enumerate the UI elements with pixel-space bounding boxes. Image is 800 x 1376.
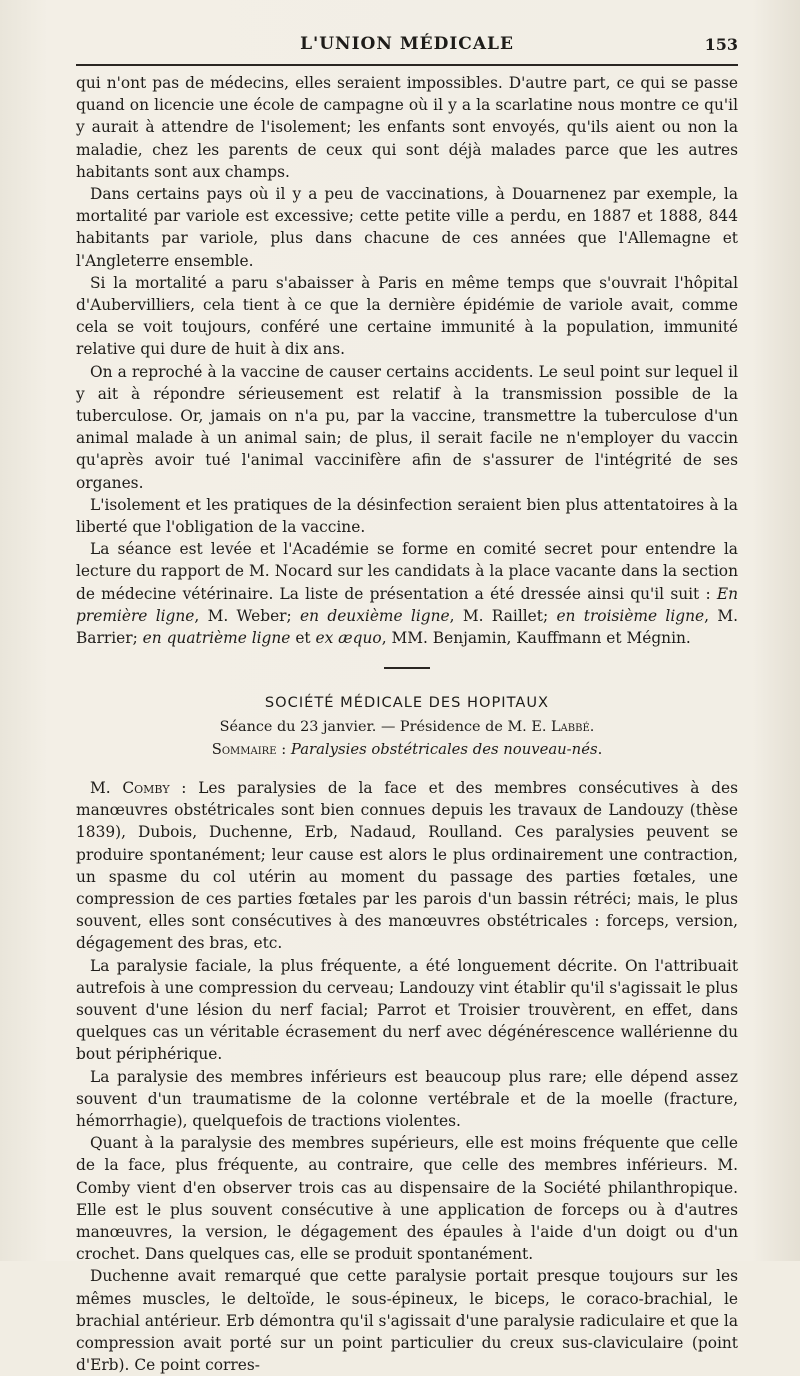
first-line-label: En première ligne (76, 584, 738, 625)
section-divider (384, 667, 430, 669)
academy-paragraph (76, 538, 738, 649)
header-rule (76, 64, 738, 66)
page-header (76, 30, 738, 62)
summary-label: Sommaire (211, 740, 277, 758)
summary-line (76, 739, 738, 761)
summary-separator: : (276, 740, 291, 758)
paragraph: Si la mortalité a paru s'abaisser à Paris en même temps que s'ouvrait l'hôpital d'Aubervilliers, cela tient à ce que la dernière épidémie de variole avait, comme cela se voit toujours, conféré une certaine immunité à la population, immunité relative qui dure de huit à dix ans. (76, 273, 738, 359)
second-line-label: en deuxième ligne (300, 606, 450, 625)
summary-title: Paralysies obstétricales des nouveau-nés (290, 740, 598, 758)
article-body (76, 72, 738, 1376)
ex-aequo: ex æquo (315, 629, 382, 648)
paragraph: L'isolement et les pratiques de la désinfection seraient bien plus attentatoires à la liberté que l'obligation de la vaccine. (76, 495, 738, 537)
comby-paragraph (76, 777, 738, 955)
text-run: , M. Weber; (194, 606, 301, 625)
text-run: , M. Barrier; (76, 606, 738, 648)
speaker-prefix: M. (90, 778, 123, 797)
third-line-label: en troisième ligne (556, 606, 705, 625)
president-name: Labbé (550, 719, 590, 736)
session-line (76, 716, 738, 738)
page-number: 153 (704, 35, 738, 54)
paragraph: Quant à la paralysie des membres supérieurs, elle est moins fréquente que celle de la face, plus fréquente, au contraire, que celle des membres inférieurs. M. Comby vient d'en observer trois cas au dispensaire de la Société philanthropique. Elle est le plus souvent consécutive à une application de forceps ou à d'autres manœuvres, la version, le dégagement des épaules à l'aide d'un doigt ou d'un crochet. Dans quelques cas, elle se produit spontanément. (76, 1134, 738, 1264)
session-end: . (589, 719, 595, 736)
section-title: SOCIÉTÉ MÉDICALE DES HOPITAUX (264, 694, 550, 712)
paragraph: Dans certains pays où il y a peu de vaccinations, à Douarnenez par exemple, la mortalité par variole est excessive; cette petite ville a perdu, en 1887 et 1888, 844 habitants par variole, plus dans chacune de ces années que l'Allemagne et l'Angleterre ensemble. (76, 185, 738, 270)
speaker-name: Comby (122, 778, 170, 797)
text-run: , M. Raillet; (449, 606, 557, 625)
paragraph: On a reproché à la vaccine de causer certains accidents. Le seul point sur lequel il y ait à répondre sérieusement est relatif à la transmission possible de la tuberculose. Or, jamais on n'a pu, par la vaccine, transmettre la tuberculose d'un animal malade à un animal sain; de plus, il serait facile ne n'employer du vaccin qu'après avoir tué l'animal vaccinifère afin de s'assurer de l'intégrité de ses organes. (76, 362, 738, 492)
paragraph: La paralysie des membres inférieurs est beaucoup plus rare; elle dépend assez souvent d'un traumatisme de la colonne vertébrale et de la moelle (fracture, hémorrhagie), quelquefois de tractions violentes. (76, 1067, 738, 1130)
text-run: : Les paralysies de la face et des membres consécutives à des manœuvres obstétricales sont bien connues depuis les travaux de Landouzy (thèse 1839), Dubois, Duchenne, Erb, Nadaud, Roulland. Ces paralysies peuvent se produire spontanément; leur cause est alors le plus ordinairement une contraction, un spasme du col utérin au moment du passage des parties fœtales, une compression de ces parties fœtales par les parois d'un bassin rétréci; mais, le plus souvent, elles sont consécutives à des manœuvres obstétricales : forceps, version, dégagement des bras, etc. (76, 778, 739, 953)
paragraph: qui n'ont pas de médecins, elles seraient impossibles. D'autre part, ce qui se passe quand on licencie une école de campagne où il y a la scarlatine nous montre ce qu'il y aurait à attendre de l'isolement; les enfants sont envoyés, qu'ils aient ou non la maladie, chez les parents de ceux qui sont déjà malades parce que les autres habitants sont aux champs. (76, 74, 738, 181)
summary-end: . (597, 740, 603, 758)
text-run: La séance est levée et l'Académie se forme en comité secret pour entendre la lecture du rapport de M. Nocard sur les candidats à la place vacante dans la section de médecine vétérinaire. La liste de présentation a été dressée ainsi qu'il suit : (76, 540, 738, 603)
fourth-line-label: en quatrième ligne (142, 629, 291, 648)
paragraph: La paralysie faciale, la plus fréquente, a été longuement décrite. On l'attribuait autrefois à une compression du cerveau; Landouzy vint établir qu'il s'agissait le plus souvent d'une lésion du nerf facial; Parrot et Troisier trouvèrent, en effet, dans quelques cas un véritable écrasement du nerf avec dégénérescence wallérienne du bout périphérique. (76, 956, 738, 1064)
session-text: Séance du 23 janvier. — Présidence de M. E. (219, 719, 551, 736)
text-run: , MM. Benjamin, Kauffmann et Mégnin. (381, 629, 691, 648)
paragraph: Duchenne avait remarqué que cette paralysie portait presque toujours sur les mêmes muscles, le deltoïde, le sous-épineux, le biceps, le coraco-brachial, le brachial antérieur. Erb démontra qu'il s'agissait d'une paralysie radiculaire et que la compression avait porté sur un point particulier du creux sus-claviculaire (point d'Erb). Ce point corres- (76, 1267, 738, 1375)
running-title: L'UNION MÉDICALE (300, 34, 514, 54)
text-run: et (290, 629, 316, 648)
